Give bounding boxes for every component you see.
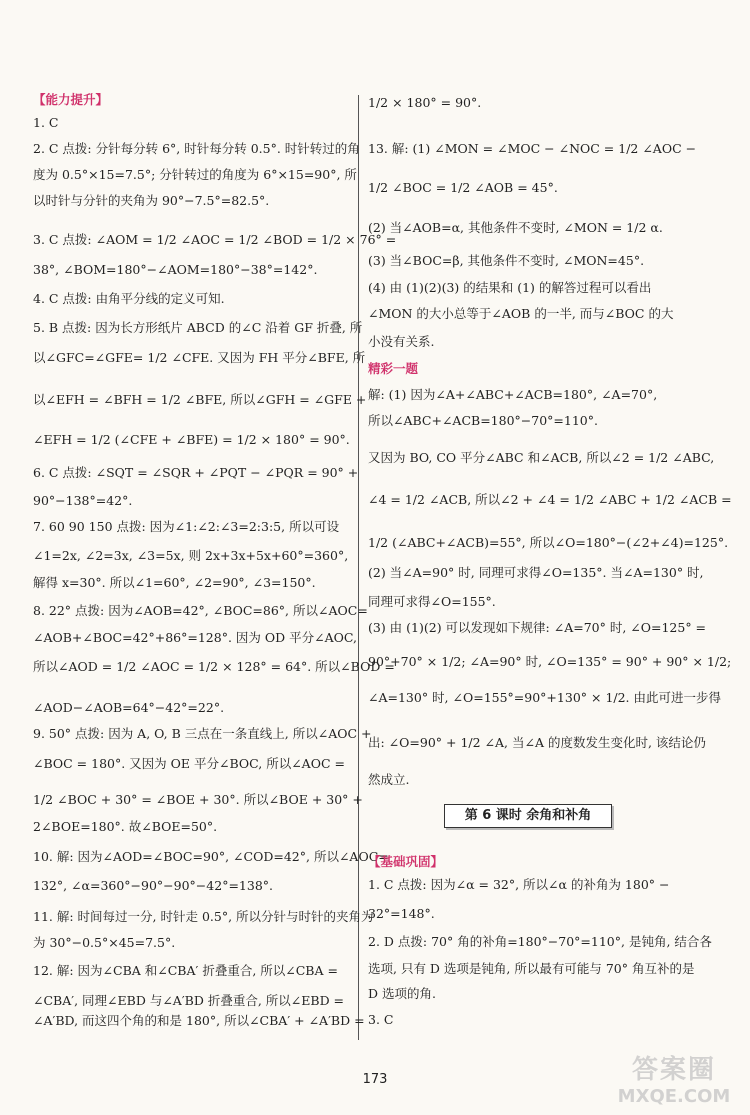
text-line: 1. C bbox=[33, 115, 59, 130]
text-line: 以∠EFH = ∠BFH = 1/2 ∠BFE, 所以∠GFH = ∠GFE + bbox=[33, 392, 367, 407]
text-line: 10. 解: 因为∠AOD=∠BOC=90°, ∠COD=42°, 所以∠AOC= bbox=[33, 849, 389, 864]
text-line: 9. 50° 点拨: 因为 A, O, B 三点在一条直线上, 所以∠AOC + bbox=[33, 726, 372, 741]
text-line: ∠A=130° 时, ∠O=155°=90°+130° × 1/2. 由此可进一步得 bbox=[368, 690, 722, 705]
watermark-line2: MXQE.COM bbox=[617, 1086, 731, 1107]
text-line: (3) 当∠BOC=β, 其他条件不变时, ∠MON=45°. bbox=[368, 253, 645, 268]
text-line: ∠BOC = 180°. 又因为 OE 平分∠BOC, 所以∠AOC = bbox=[33, 756, 345, 771]
text-line: 4. C 点拨: 由角平分线的定义可知. bbox=[33, 291, 225, 306]
text-line: 出: ∠O=90° + 1/2 ∠A, 当∠A 的度数发生变化时, 该结论仍 bbox=[368, 735, 706, 750]
text-line: 度为 0.5°×15=7.5°; 分针转过的角度为 6°×15=90°, 所 bbox=[33, 167, 357, 182]
text-line: 32°=148°. bbox=[368, 906, 435, 921]
text-line: 小没有关系. bbox=[368, 334, 435, 349]
section-title-highlight: 精彩一题 bbox=[368, 361, 419, 376]
text-line: 解: (1) 因为∠A+∠ABC+∠ACB=180°, ∠A=70°, bbox=[368, 387, 658, 402]
text-line: 选项, 只有 D 选项是钝角, 所以最有可能与 70° 角互补的是 bbox=[368, 961, 695, 976]
text-line: 6. C 点拨: ∠SQT = ∠SQR + ∠PQT − ∠PQR = 90° + bbox=[33, 465, 359, 480]
text-line: ∠1=2x, ∠2=3x, ∠3=5x, 则 2x+3x+5x+60°=360°, bbox=[33, 548, 349, 563]
text-line: 以时针与分针的夹角为 90°−7.5°=82.5°. bbox=[33, 193, 270, 208]
text-line: 7. 60 90 150 点拨: 因为∠1:∠2:∠3=2:3:5, 所以可设 bbox=[33, 519, 340, 534]
text-line: 为 30°−0.5°×45=7.5°. bbox=[33, 935, 176, 950]
text-line: 13. 解: (1) ∠MON = ∠MOC − ∠NOC = 1/2 ∠AOC − bbox=[368, 141, 697, 156]
text-line: 11. 解: 时间每过一分, 时针走 0.5°, 所以分针与时针的夹角为 bbox=[33, 909, 374, 924]
text-line: 8. 22° 点拨: 因为∠AOB=42°, ∠BOC=86°, 所以∠AOC= bbox=[33, 603, 368, 618]
section-title-ability: 【能力提升】 bbox=[33, 92, 109, 107]
text-line: 12. 解: 因为∠CBA 和∠CBA′ 折叠重合, 所以∠CBA = bbox=[33, 963, 338, 978]
text-line: 又因为 BO, CO 平分∠ABC 和∠ACB, 所以∠2 = 1/2 ∠ABC, bbox=[368, 450, 715, 465]
text-line: ∠CBA′, 同理∠EBD 与∠A′BD 折叠重合, 所以∠EBD = bbox=[33, 993, 345, 1008]
text-line: 所以∠ABC+∠ACB=180°−70°=110°. bbox=[368, 413, 598, 428]
section-title-basic: 【基础巩固】 bbox=[368, 854, 444, 869]
text-line: 2∠BOE=180°. 故∠BOE=50°. bbox=[33, 819, 218, 834]
text-line: ∠4 = 1/2 ∠ACB, 所以∠2 + ∠4 = 1/2 ∠ABC + 1/2 ∠ACB = bbox=[368, 492, 732, 507]
text-line: (2) 当∠AOB=α, 其他条件不变时, ∠MON = 1/2 α. bbox=[368, 220, 663, 235]
text-line: D 选项的角. bbox=[368, 986, 436, 1001]
text-line: 3. C bbox=[368, 1012, 394, 1027]
text-line: 90°+70° × 1/2; ∠A=90° 时, ∠O=135° = 90° + 90° × 1/2; bbox=[368, 654, 732, 669]
text-line: 所以∠AOD = 1/2 ∠AOC = 1/2 × 128° = 64°. 所以∠BOD = bbox=[33, 659, 395, 674]
text-line: 90°−138°=42°. bbox=[33, 493, 133, 508]
text-line: ∠EFH = 1/2 (∠CFE + ∠BFE) = 1/2 × 180° = 90°. bbox=[33, 432, 350, 447]
text-line: 1. C 点拨: 因为∠α = 32°, 所以∠α 的补角为 180° − bbox=[368, 877, 670, 892]
text-line: (3) 由 (1)(2) 可以发现如下规律: ∠A=70° 时, ∠O=125° = bbox=[368, 620, 707, 635]
text-line: 1/2 × 180° = 90°. bbox=[368, 95, 482, 110]
text-line: 38°, ∠BOM=180°−∠AOM=180°−38°=142°. bbox=[33, 262, 318, 277]
text-line: 3. C 点拨: ∠AOM = 1/2 ∠AOC = 1/2 ∠BOD = 1/2 × 76° = bbox=[33, 232, 397, 247]
text-line: ∠MON 的大小总等于∠AOB 的一半, 而与∠BOC 的大 bbox=[368, 306, 674, 321]
text-line: 132°, ∠α=360°−90°−90°−42°=138°. bbox=[33, 878, 273, 893]
text-line: 1/2 (∠ABC+∠ACB)=55°, 所以∠O=180°−(∠2+∠4)=125°. bbox=[368, 535, 729, 550]
text-line: 5. B 点拨: 因为长方形纸片 ABCD 的∠C 沿着 GF 折叠, 所 bbox=[33, 320, 363, 335]
lesson-title: 第 6 课时 余角和补角 bbox=[444, 804, 612, 828]
text-line: (2) 当∠A=90° 时, 同理可求得∠O=135°. 当∠A=130° 时, bbox=[368, 565, 704, 580]
text-line: ∠AOD−∠AOB=64°−42°=22°. bbox=[33, 700, 225, 715]
text-line: ∠AOB+∠BOC=42°+86°=128°. 因为 OD 平分∠AOC, bbox=[33, 630, 357, 645]
text-line: 2. D 点拨: 70° 角的补角=180°−70°=110°, 是钝角, 结合各 bbox=[368, 934, 712, 949]
watermark-line1: 答案圈 bbox=[631, 1055, 716, 1085]
watermark-logo bbox=[606, 1049, 742, 1111]
text-line: 解得 x=30°. 所以∠1=60°, ∠2=90°, ∠3=150°. bbox=[33, 575, 316, 590]
text-line: 2. C 点拨: 分针每分转 6°, 时针每分转 0.5°. 时针转过的角 bbox=[33, 141, 360, 156]
text-line: 然成立. bbox=[368, 772, 410, 787]
text-line: 以∠GFC=∠GFE= 1/2 ∠CFE. 又因为 FH 平分∠BFE, 所 bbox=[33, 350, 366, 365]
text-line: (4) 由 (1)(2)(3) 的结果和 (1) 的解答过程可以看出 bbox=[368, 280, 652, 295]
text-line: ∠A′BD, 而这四个角的和是 180°, 所以∠CBA′ + ∠A′BD = bbox=[33, 1013, 365, 1028]
page-number: 173 bbox=[362, 1072, 388, 1087]
text-line: 同理可求得∠O=155°. bbox=[368, 594, 496, 609]
text-line: 1/2 ∠BOC = 1/2 ∠AOB = 45°. bbox=[368, 180, 558, 195]
text-line: 1/2 ∠BOC + 30° = ∠BOE + 30°. 所以∠BOE + 30° + bbox=[33, 792, 363, 807]
